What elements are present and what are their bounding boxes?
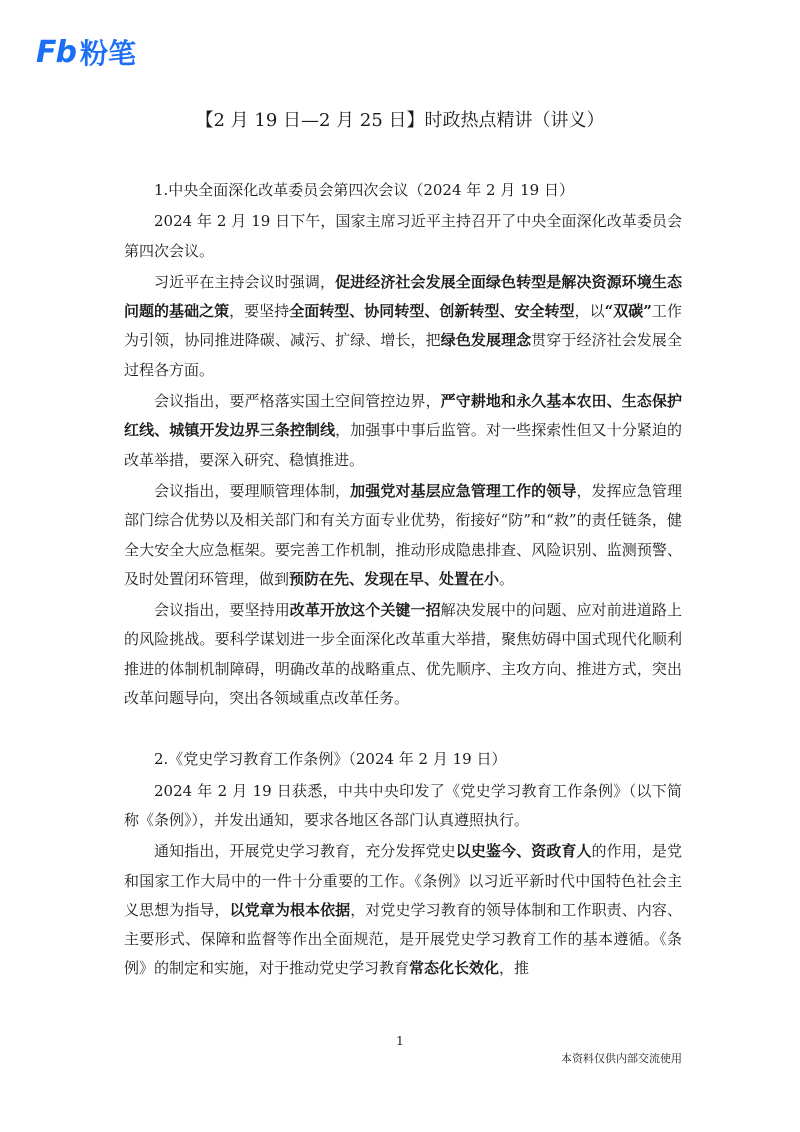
- paragraph: [124, 268, 682, 385]
- text-run: 会议指出，要理顺管理体制，: [154, 481, 351, 500]
- bold-text: 常态化长效化: [409, 959, 500, 978]
- text-run: ，推: [499, 959, 530, 978]
- text-run: 2024 年 2 月 19 日获悉，中共中央印发了《党史学习教育工作条例》（以下简称《条例》），并发出通知，要求各地区各部门认真遵照执行。: [124, 781, 682, 829]
- paragraph: [124, 477, 682, 594]
- document-title: 【2 月 19 日—2 月 25 日】时政热点精讲（讲义）: [195, 110, 605, 131]
- text-run: ，对党史学习教育的领导体制和工作职责、内容、主要形式、保障和监督等作出全面规范，是开展党史学习教育工作的基本遵循。《条例》的制定和实施，对于推动党史学习教育: [124, 900, 682, 978]
- text-run: 解决发展中的问题、应对前进道路上的风险挑战。要科学谋划进一步全面深化改革重大举措，聚焦妨碍中国式现代化顺利推进的体制机制障碍，明确改革的战略重点、优先顺序、主攻方向、推进方式，突出改革问题导向，突出各领域重点改革任务。: [124, 601, 682, 708]
- bold-text: 改革开放这个关键一招: [289, 601, 441, 620]
- text-run: 工作为引领，协同推进降碳、减污、扩绿、增长，把: [124, 302, 682, 350]
- bold-text: 绿色发展理念: [440, 331, 532, 350]
- paragraph: [124, 596, 682, 713]
- bold-text: 加强党对基层应急管理工作的领导: [350, 481, 577, 500]
- text-run: ，发挥应急管理部门综合优势以及相关部门和有关方面专业优势，衔接好“防”和“救”的责任链条，健全大安全大应急框架。要完善工作机制，推动形成隐患排查、风险识别、监测预警、及时处置闭环管理，做到: [124, 481, 682, 588]
- paragraph: [124, 777, 682, 836]
- section-heading: 1.中央全面深化改革委员会第四次会议（2024 年 2 月 19 日）: [154, 181, 574, 199]
- text-run: 的作用，是党和国家工作大局中的一件十分重要的工作。《条例》以习近平新时代中国特色社会主义思想为指导，: [124, 842, 682, 919]
- text-run: ，以: [574, 302, 605, 321]
- bold-text: “双碳”: [604, 302, 652, 321]
- section-gap: [124, 715, 682, 745]
- bold-text: 严守耕地和永久基本农田、生态保护红线、城镇开发边界三条控制线: [124, 392, 682, 440]
- footer-note: 本资料仅供内部交流使用: [561, 1052, 682, 1065]
- bold-text: 以史鉴今、资政育人: [455, 842, 592, 861]
- bold-text: 以党章为根本依据: [229, 900, 351, 919]
- paragraph: [124, 207, 682, 266]
- paragraph: [124, 387, 682, 475]
- section-heading: 2.《党史学习教育工作条例》（2024 年 2 月 19 日）: [154, 750, 507, 769]
- brand-logo: [36, 32, 136, 72]
- text-run: ，加强事中事后监管。对一些探索性但又十分紧迫的改革举措，要深入研究、稳慎推进。: [124, 421, 682, 469]
- text-run: 会议指出，要严格落实国土空间管控边界，: [154, 392, 441, 411]
- text-run: 2024 年 2 月 19 日下午，国家主席习近平主持召开了中央全面深化改革委员会第四次会议。: [124, 212, 682, 260]
- text-run: 通知指出，开展党史学习教育，充分发挥党史: [154, 842, 456, 861]
- text-run: ，要坚持: [229, 302, 290, 321]
- text-run: 贯穿于经济社会发展全过程各方面。: [124, 331, 682, 379]
- text-run: 会议指出，要坚持用: [154, 601, 290, 620]
- page-number: 1: [396, 1034, 404, 1048]
- document-body: [124, 176, 682, 986]
- paragraph: [124, 837, 682, 983]
- text-run: 习近平在主持会议时强调，: [154, 272, 336, 291]
- bold-text: 预防在先、发现在早、处置在小: [289, 569, 500, 588]
- logo-name: 粉笔: [79, 37, 136, 70]
- text-run: 。: [499, 569, 515, 588]
- logo-mark: Fb: [36, 34, 76, 70]
- bold-text: 促进经济社会发展全面绿色转型是解决资源环境生态问题的基础之策: [124, 272, 682, 321]
- bold-text: 全面转型、协同转型、创新转型、安全转型: [289, 302, 575, 321]
